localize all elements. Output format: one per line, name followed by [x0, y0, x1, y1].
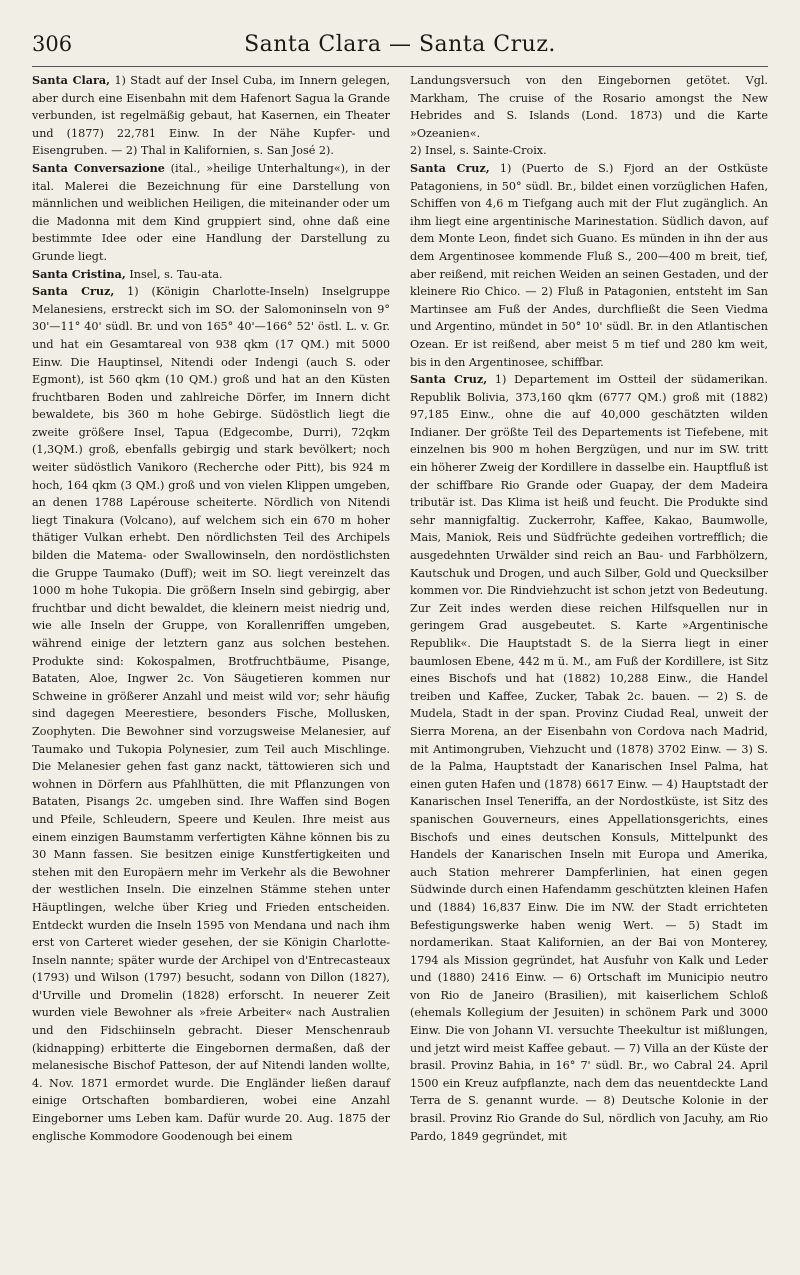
entry-text: 1) (Königin Charlotte-Inseln) Inselgruppe Melanesiens, erstreckt sich im SO. der Salomoninseln von 9° 30'—11° 40' südl. Br. und von 165° 40'—166° 52' östl. L. v. Gr. und hat ein Gesamtareal von 938 qkm (17 QM.) mit 5000 Einw. Die Hauptinsel, Nitendi oder Indengi (auch S. oder Egmont), ist 560 qkm (10 QM.) groß und hat an den Küsten fruchtbaren Boden und zahlreiche Dörfer, im Innern dicht bewaldete, bis 360 m hohe Gebirge. Südöstlich liegt die zweite größere Insel, Tapua (Edgecombe, Durri), 72qkm (1,3QM.) groß, ebenfalls gebirgig und stark bevölkert; noch weiter südöstlich Vanikoro (Recherche oder Pitt), bis 924 m hoch, 164 qkm (3 QM.) groß und von vielen Klippen umgeben, an denen 1788 Lapérouse scheiterte. Nördlich von Nitendi liegt Tinakura (Volcano), auf welchem sich ein 670 m hoher thätiger Vulkan erhebt. Den nördlichsten Teil des Archipels bilden die Matema- oder Swallowinseln, den nordöstlichsten die Gruppe Taumako (Duff); weit im SO. liegt vereinzelt das 1000 m hohe Tukopia. Die größern Inseln sind gebirgig, aber fruchtbar und dicht bewaldet, die kleinern meist niedrig und, wie alle Inseln der Gruppe, von Korallenriffen umgeben, während einige der letztern ganz aus solchen bestehen. Produkte sind: Kokospalmen, Brotfruchtbäume, Pisange, Bataten, Aloe, Ingwer 2c. Von Säugetieren kommen nur Schweine in größerer Anzahl und meist wild vor; sehr häufig sind dagegen Meerestiere, besonders Fische, Mollusken, Zoophyten. Die Bewohner sind vorzugsweise Melanesier, auf Taumako und Tukopia Polynesier, zum Teil auch Mischlinge. Die Melanesier gehen fast ganz nackt, tättowieren sich und wohnen in Dörfern aus Pfahlhütten, die mit Pflanzungen von Bataten, Pisangs 2c. umgeben sind. Ihre Waffen sind Bogen und Pfeile, Schleudern, Speere und Keulen. Ihre meist aus einem einzigen Baumstamm verfertigten Kähne können bis zu 30 Mann fassen. Sie besitzen einige Kunstfertigkeiten und stehen mit den Europäern mehr im Verkehr als die Bewohner der westlichen Inseln. Die einzelnen Stämme stehen unter Häuptlingen, welche über Krieg und Frieden entscheiden. Entdeckt wurden die Inseln 1595 von Mendana und nach ihm erst von Carteret wieder gesehen, der sie Königin Charlotte-Inseln nannte; später wurde der Archipel von d'Entrecasteaux (1793) und Wilson (1797) besucht, sodann von Dillon (1827), d'Urville und Dromelin (1828) erforscht. In neuerer Zeit wurden viele Bewohner als »freie Arbeiter« nach Australien und den Fidschiinseln gebracht. Dieser Menschenraub (kidnapping) erbitterte die Eingebornen dermaßen, daß der melanesische Bischof Patteson, der auf Nitendi landen wollte, 4. Nov. 1871 ermordet wurde. Die Engländer ließen darauf einige Ortschaften bombardieren, wobei eine Anzahl Eingeborner ums Leben kam. Dafür wurde 20. Aug. 1875 der englische Kommodore Goodenough bei einem — [32, 285, 390, 1143]
headword: Santa Cruz, — [410, 372, 488, 387]
entry-santa-conversazione — [32, 160, 390, 266]
running-title: Santa Clara — Santa Cruz. — [244, 32, 556, 57]
headword: Santa Clara, — [32, 73, 111, 87]
entry-santa-cruz-islands — [32, 283, 390, 1145]
headword: Santa Cruz, — [410, 160, 490, 175]
entry-santa-cruz-patagonia — [410, 160, 768, 371]
entry-text: 1) Stadt auf der Insel Cuba, im Innern gelegen, aber durch eine Eisenbahn mit dem Hafenort Sagua la Grande verbunden, ist regelmäßig gebaut, hat Kasernen, ein Theater und (1877) 22,781 Einw. In der Nähe Kupfer- und Eisengruben. — 2) Thal in Kalifornien, s. San José 2). — [32, 74, 391, 158]
left-column — [32, 72, 390, 1145]
text-columns — [32, 72, 768, 1145]
entry-text: Insel, s. Tau-ata. — [129, 267, 223, 281]
entry-continuation — [410, 72, 768, 160]
entry-text: 1) Departement im Ostteil der südamerikan. Republik Bolivia, 373,160 qkm (6777 QM.) groß mit (1882) 97,185 Einw., ohne die auf 40,000 geschätzten wilden Indianer. Der größte Teil des Departements ist Tiefebene, mit einzelnen bis 900 m hohen Bergzügen, und nur im SW. tritt ein höherer Zweig der Kordillere in dasselbe ein. Hauptfluß ist der schiffbare Rio Grande oder Guapay, der dem Madeira tributär ist. Das Klima ist heiß und feucht. Die Produkte sind sehr mannigfaltig. Zuckerrohr, Kaffee, Kakao, Baumwolle, Mais, Maniok, Reis und Südfrüchte gedeihen vortrefflich; die ausgedehnten Urwälder sind reich an Bau- und Farbhölzern, Kautschuk und Drogen, und auch Silber, Gold und Quecksilber kommen vor. Die Rindviehzucht ist schon jetzt von Bedeutung. Zur Zeit indes werden diese reichen Hilfsquellen nur in geringem Grad ausgebeutet. S. Karte »Argentinische Republik«. Die Hauptstadt S. de la Sierra liegt in einer baumlosen Ebene, 442 m ü. M., am Fuß der Kordillere, ist Sitz eines Bischofs und hat (1882) 10,288 Einw., die Handel treiben und Kaffee, Zucker, Tabak 2c. bauen. — 2) S. de Mudela, Stadt in der span. Provinz Ciudad Real, unweit der Sierra Morena, an der Eisenbahn von Cordova nach Madrid, mit Antimongruben, Viehzucht und (1878) 3702 Einw. — 3) S. de la Palma, Hauptstadt der Kanarischen Insel Palma, hat einen guten Hafen und (1878) 6617 Einw. — 4) Hauptstadt der Kanarischen Insel Teneriffa, an der Nordostküste, ist Sitz des spanischen Gouverneurs, eines Appellationsgerichts, eines Bischofs und eines deutschen Konsuls, Mittelpunkt des Handels der Kanarischen Inseln mit Europa und Amerika, auch Station mehrerer Dampferlinien, hat einen gegen Südwinde durch einen Hafendamm geschützten kleinen Hafen und (1884) 16,837 Einw. Die im NW. der Stadt errichteten Befestigungswerke haben wenig Wert. — 5) Stadt im nordamerikan. Staat Kalifornien, an der Bai von Monterey, 1794 als Mission gegründet, hat Ausfuhr von Kalk und Leder und (1880) 2416 Einw. — 6) Ortschaft im Municipio neutro von Rio de Janeiro (Brasilien), mit kaiserlichem Schloß (ehemals Kollegium der Jesuiten) in schönem Park und 3000 Einw. Die von Johann VI. versuchte Theekultur ist mißlungen, und jetzt wird meist Kaffee gebaut. — 7) Villa an der Küste der brasil. Provinz Bahia, in 16° 7' südl. Br., wo Cabral 24. April 1500 ein Kreuz aufpflanzte, nach dem das neuentdeckte Land Terra de S. genannt wurde. — 8) Deutsche Kolonie in der brasil. Provinz Rio Grande do Sul, nördlich von Jacuhy, am Rio Pardo, 1849 gegründet, mit — [410, 373, 768, 1143]
entry-text: (ital., »heilige Unterhaltung«), in der ital. Malerei die Bezeichnung für eine Darstellung von männlichen und weiblichen Heiligen, die miteinander oder um die Madonna mit dem Kind gruppiert sind, ohne daß eine bestimmte Idee oder eine Handlung der Darstellung zu Grunde liegt. — [32, 161, 391, 263]
page-number: 306 — [32, 32, 73, 56]
entry-santa-cruz-bolivia — [410, 371, 768, 1145]
entry-santa-clara — [32, 72, 390, 160]
headword: Santa Conversazione — [32, 160, 165, 175]
headword: Santa Cristina, — [32, 266, 126, 281]
entry-text: Landungsversuch von den Eingebornen getötet. Vgl. Markham, The cruise of the Rosario amongst the New Hebrides and S. Islands (Lond. 1873) und die Karte »Ozeanien«. 2) Insel, s. Sainte-Croix. — [410, 74, 768, 158]
right-column — [410, 72, 768, 1145]
entry-text: 1) (Puerto de S.) Fjord an der Ostküste Patagoniens, in 50° südl. Br., bildet einen vorzüglichen Hafen, Schiffen von 4,6 m Tiefgang auch mit der Flut zugänglich. An ihm liegt eine argentinische Marinestation. Südlich davon, auf dem Monte Leon, findet sich Guano. Es münden in ihn der aus dem Argentinosee kommende Fluß S., 200—400 m breit, tief, aber reißend, mit reichen Weiden an seinen Gestaden, und der kleinere Rio Chico. — 2) Fluß in Patagonien, entsteht im San Martinsee am Fuß der Andes, durchfließt die Seen Viedma und Argentino, mündet in 50° 10' südl. Br. in den Atlantischen Ozean. Er ist reißend, aber meist 5 m tief und 280 km weit, bis in den Argentinosee, schiffbar. — [410, 161, 768, 369]
header-rule — [32, 66, 768, 67]
headword: Santa Cruz, — [32, 284, 115, 299]
entry-santa-cristina — [32, 266, 390, 284]
page-header — [32, 26, 768, 72]
